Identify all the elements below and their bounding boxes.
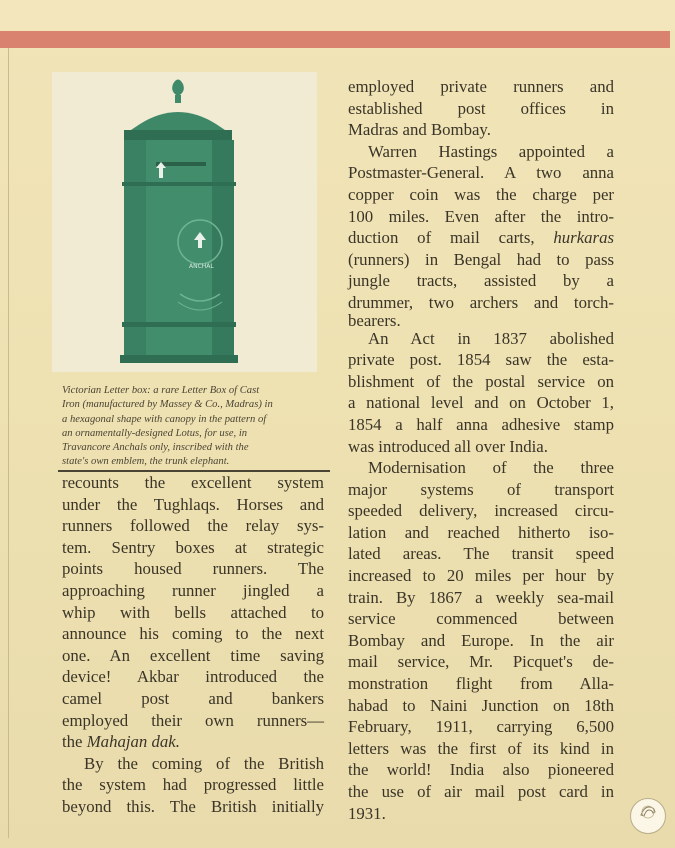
text-line: Madras and Bombay. — [348, 120, 491, 140]
hurkaras-term: hurkaras — [553, 228, 614, 248]
text-line: the world! India also pioneered — [348, 760, 614, 780]
text-line: letters was the first of its kind in — [348, 738, 614, 758]
hand-icon — [638, 803, 658, 821]
text-line: copper coin was the charge per — [348, 184, 614, 204]
text-line: lation and reached hitherto iso- — [348, 522, 614, 542]
text-line: 100 miles. Even after the intro- — [348, 206, 614, 226]
red-header-bar — [0, 31, 670, 48]
text-line: approaching runner jingled a — [62, 580, 324, 600]
text-line: runners followed the relay sys- — [62, 516, 324, 536]
text-line: private post. 1854 saw the esta- — [348, 350, 614, 370]
caption-line: Victorian Letter box: a rare Letter Box of Cast — [62, 385, 260, 396]
text-line: under the Tughlaqs. Horses and — [62, 494, 324, 514]
left-margin-rule — [8, 48, 9, 838]
paragraph-tughlaqs — [62, 472, 324, 494]
caption-line: state's own emblem, the trunk elephant. — [62, 456, 230, 468]
text-line: By the coming of the British — [84, 753, 324, 773]
figure-caption — [62, 384, 324, 470]
text-line: habad to Naini Junction on 18th — [348, 695, 614, 715]
text-line: the use of air mail post card in — [348, 782, 614, 801]
paragraph-act-1837 — [348, 328, 614, 350]
text-line: the — [62, 732, 87, 752]
text-line: drummer, two archers and torch- — [348, 292, 614, 312]
text-line: employed their own runners— — [62, 710, 324, 730]
text-line: 1854 a half anna adhesive stamp — [348, 414, 614, 434]
text-line: Postmaster-General. A two anna — [348, 163, 614, 183]
text-line: one. An excellent time saving — [62, 645, 324, 665]
right-text-column — [348, 76, 614, 824]
text-line: Bombay and Europe. In the air — [348, 630, 614, 650]
text-line: service commenced between — [348, 609, 614, 629]
left-text-column — [62, 472, 324, 818]
text-line: tem. Sentry boxes at strategic — [62, 537, 324, 557]
text-line: monstration flight from Alla- — [348, 674, 614, 694]
top-margin — [0, 0, 675, 30]
text-line: blishment of the postal service on — [348, 371, 614, 391]
text-line: duction of mail carts, — [348, 228, 554, 248]
text-line: lated areas. The transit speed — [348, 544, 614, 564]
paragraph-hastings — [348, 141, 614, 163]
text-line: employed private runners and — [348, 77, 614, 96]
text-line: camel post and bankers — [62, 688, 324, 708]
text-line: increased to 20 miles per hour by — [348, 566, 614, 586]
text-line: a national level and on October 1, — [348, 393, 614, 413]
text-line: February, 1911, carrying 6,500 — [348, 717, 614, 737]
text-line: bearers. — [348, 310, 401, 330]
text-line: train. By 1867 a weekly sea-mail — [348, 587, 614, 607]
mahajan-dak-term: Mahajan dak. — [86, 732, 180, 752]
text-line: announce his coming to the next — [62, 624, 324, 644]
text-line: speeded delivery, increased circu- — [348, 501, 614, 521]
victorian-letter-box-photo — [52, 72, 317, 372]
text-line: mail service, Mr. Picquet's de- — [348, 652, 614, 672]
text-line: 1931. — [348, 803, 386, 823]
text-line: jungle tracts, assisted by a — [348, 271, 614, 291]
text-line: Modernisation of the three — [368, 458, 614, 478]
paragraph-british — [62, 753, 324, 775]
text-line: An Act in 1837 abolished — [368, 328, 614, 348]
text-line: established post offices in — [348, 98, 614, 118]
text-line: whip with bells attached to — [62, 602, 324, 622]
text-line: was introduced all over India. — [348, 436, 548, 456]
text-line: the system had progressed little — [62, 775, 324, 795]
letter-box-illustration — [52, 72, 317, 372]
box-inscription: ANCHAL — [189, 263, 214, 270]
caption-line: Iron (manufactured by Massey & Co., Madras) in — [62, 399, 273, 411]
text-line: Warren Hastings appointed a — [368, 141, 614, 161]
text-line: device! Akbar introduced the — [62, 667, 324, 687]
caption-line: a hexagonal shape with canopy in the pattern of — [62, 413, 267, 425]
text-line: recounts the excellent system — [62, 473, 324, 492]
text-line: points housed runners. The — [62, 559, 324, 579]
paragraph-modernisation — [348, 457, 614, 479]
caption-line: Travancore Anchals only, inscribed with the — [62, 442, 249, 454]
archive-stamp-logo — [630, 798, 666, 834]
text-line: (runners) in Bengal had to pass — [348, 249, 614, 269]
text-line: beyond this. The British initially — [62, 796, 324, 816]
text-line: major systems of transport — [348, 479, 614, 499]
caption-line: an ornamentally-designed Lotus, for use, in — [62, 427, 248, 439]
